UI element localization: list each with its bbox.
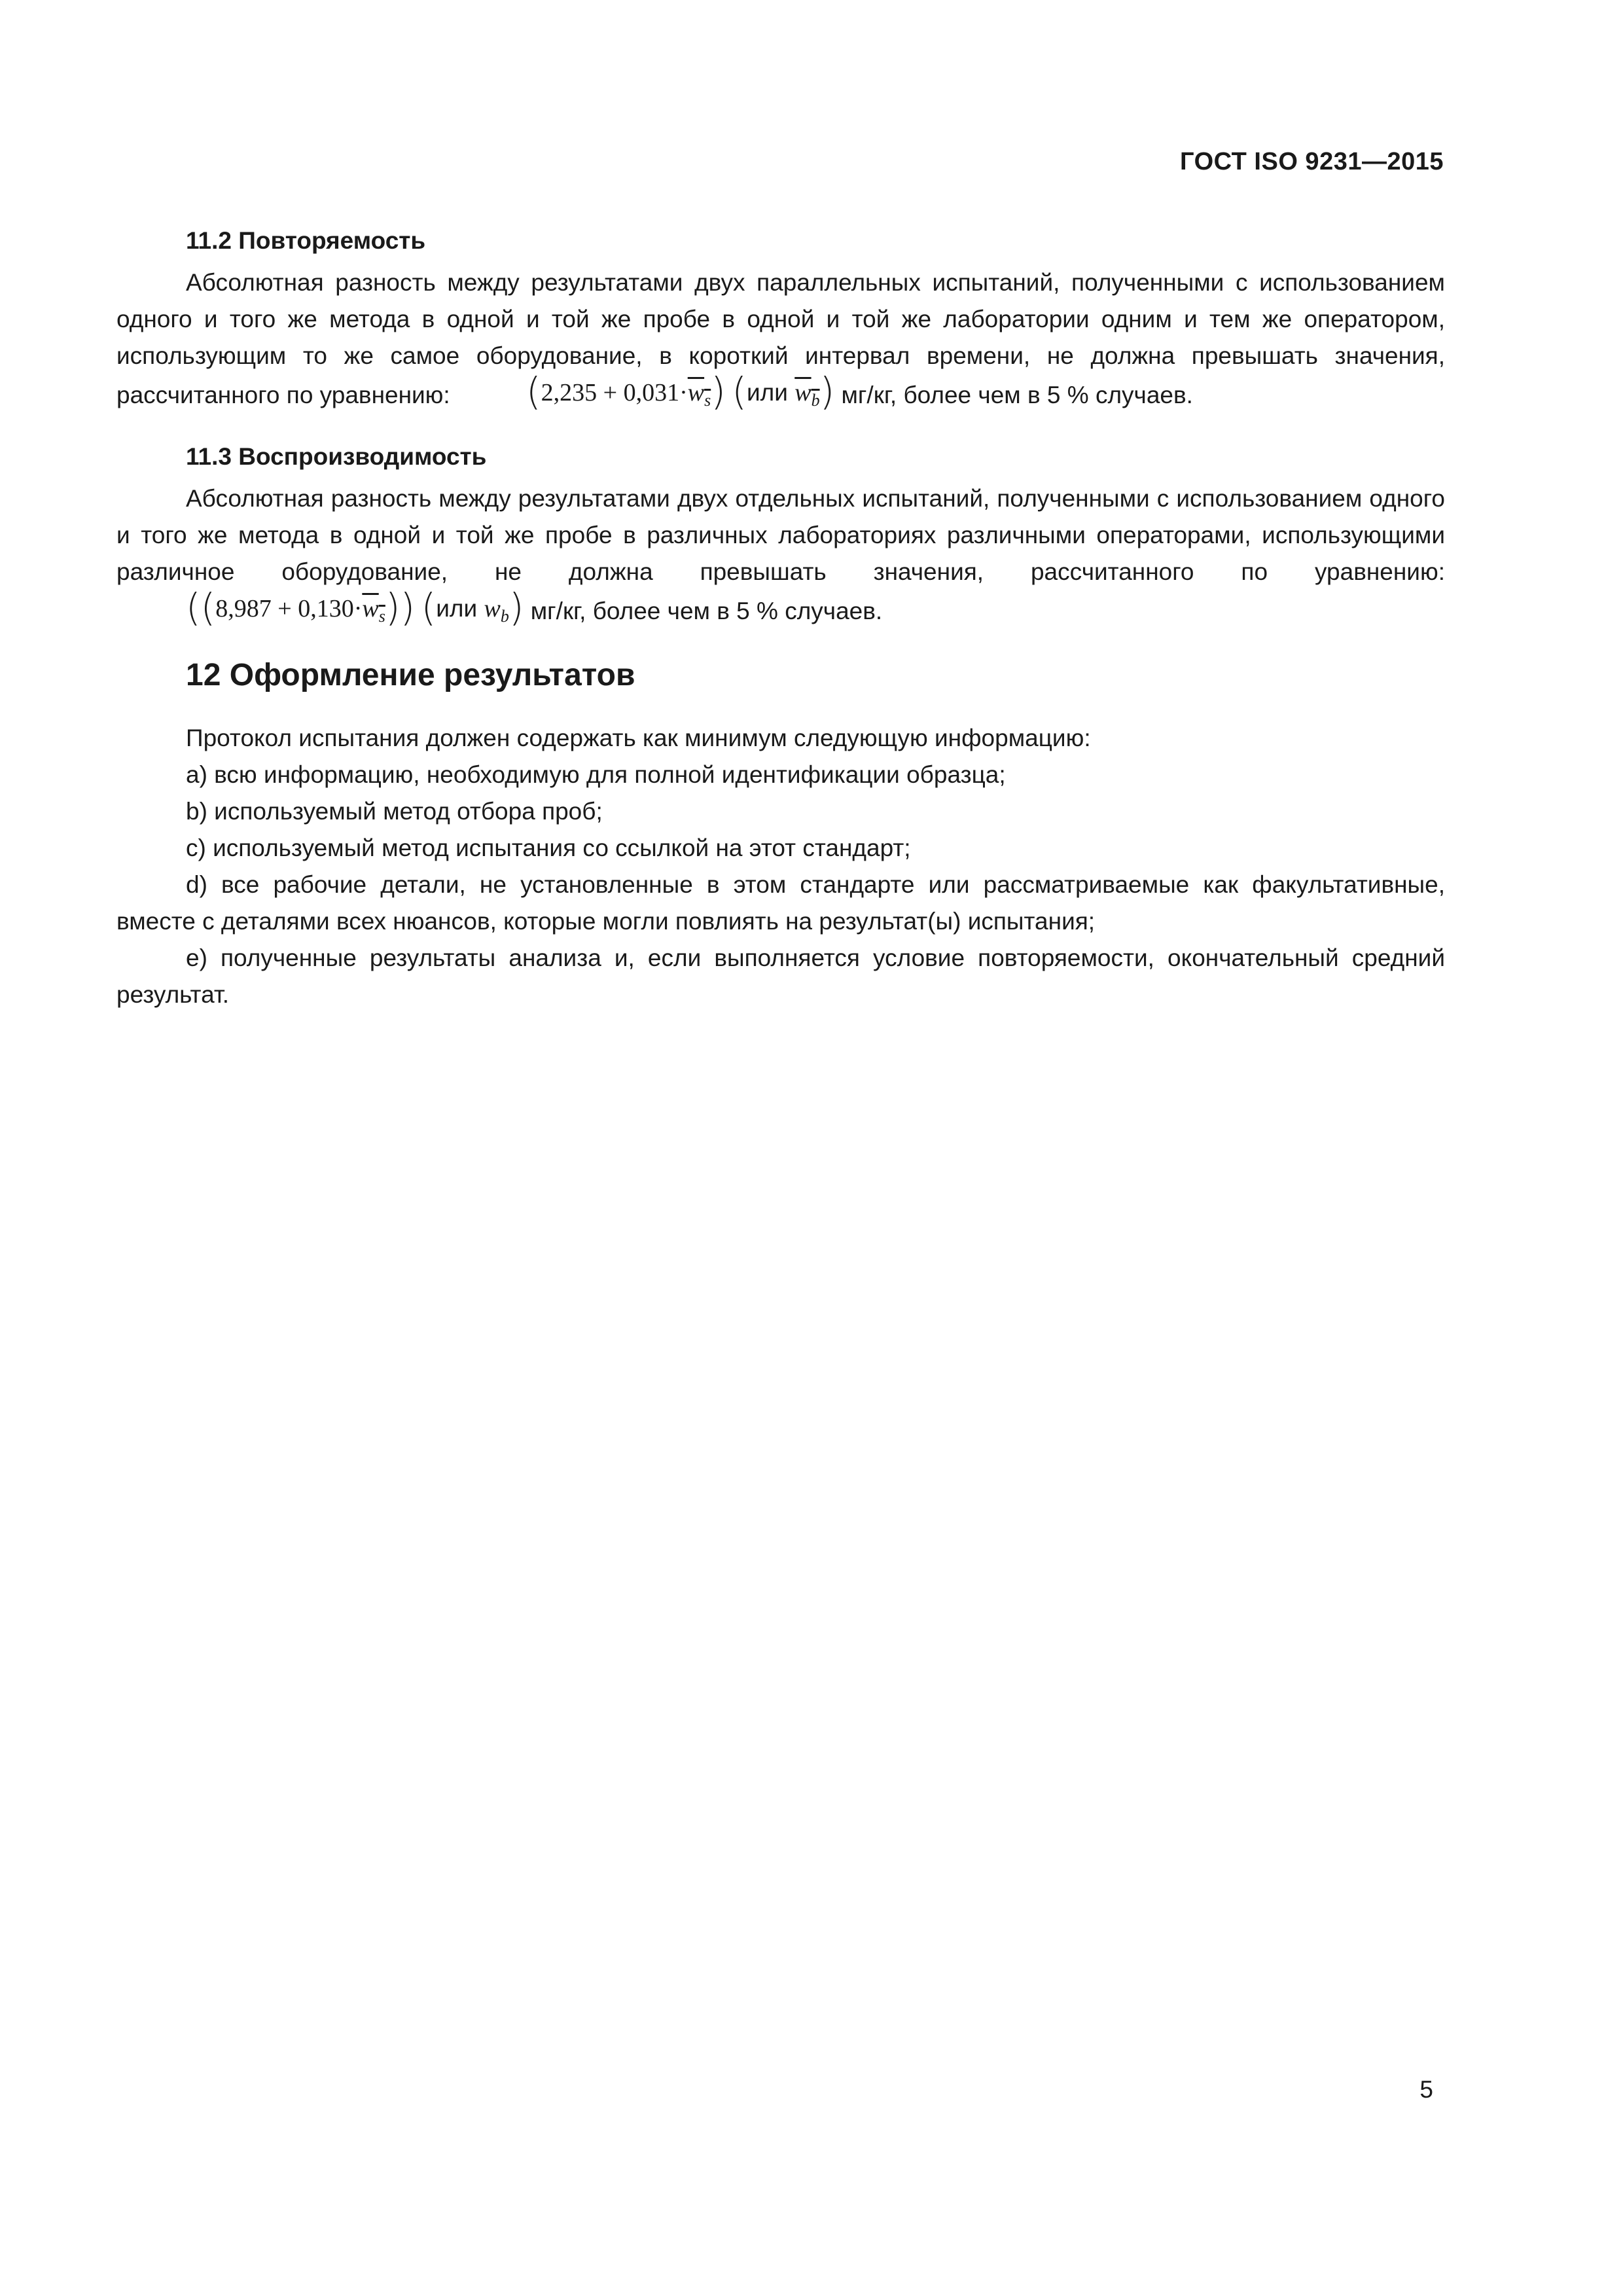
paragraph-text-end: мг/кг, более чем в 5 % случаев.	[524, 597, 883, 624]
page-content	[116, 223, 1445, 1013]
results-intro: Протокол испытания должен содержать как минимум следующую информацию:	[186, 725, 1091, 751]
paragraph-repeatability	[116, 264, 1445, 419]
formula-repeatability: $(2,235 + 0,031\cdot w_s)$ (или $w_b$)	[526, 369, 835, 414]
page-number: 5	[1419, 2076, 1433, 2103]
subsection-heading-11-2: 11.2 Повторяемость	[186, 227, 426, 254]
formula-ws-sub: s	[378, 607, 385, 626]
formula-wb-sub: b	[500, 607, 509, 626]
formula-ws-var: w	[362, 595, 379, 622]
list-item-c: с) используемый метод испытания со ссылкой на этот стандарт;	[186, 834, 911, 861]
formula-ili: или	[436, 595, 484, 622]
subsection-heading-11-3: 11.3 Воспроизводимость	[186, 443, 487, 470]
list-item-d: d) все рабочие детали, не установленные в этом стандарте или рассматриваемые как факультативные, вместе с деталями всех нюансов, которые могли повлиять на результат(ы) испытания;	[116, 871, 1445, 935]
formula-ili: или	[747, 379, 795, 406]
list-item-e: е) полученные результаты анализа и, если выполняется условие повторяемости, окончательный средний результат.	[116, 944, 1445, 1008]
paragraph-reproducibility	[116, 480, 1445, 635]
formula-constant: 2,235 + 0,031·	[541, 379, 688, 406]
formula-wb-var: w	[484, 595, 501, 622]
formula-wb-sub: b	[811, 391, 820, 410]
paragraph-text: Абсолютная разность между результатами двух параллельных испытаний, полученными с использованием одного и того же метода в одной и той же пробе в одной и той же лаборатории одним и тем же оператором, использующим то же самое оборудование, в короткий интервал времени, не должна превышать значения, рассчитанного по уравнению:	[116, 269, 1445, 408]
formula-wb-var: w	[794, 379, 812, 406]
formula-ws-var: w	[687, 379, 705, 406]
paragraph-text-end: мг/кг, более чем в 5 % случаев.	[834, 381, 1193, 408]
list-item-b: b) используемый метод отбора проб;	[186, 798, 603, 825]
formula-ws-sub: s	[704, 391, 711, 410]
formula-constant: 8,987 + 0,130·	[215, 595, 363, 622]
formula-ws	[362, 595, 385, 626]
document-code: ГОСТ ISO 9231—2015	[1180, 148, 1444, 175]
paragraph-text: Абсолютная разность между результатами двух отдельных испытаний, полученными с использованием одного и того же метода в одной и той же пробе в различных лабораториях различными операторами, использующими различное оборудование, не должна превышать значения, рассчитанного по уравнению:	[116, 485, 1445, 585]
formula-wb	[484, 595, 509, 626]
list-item-a: а) всю информацию, необходимую для полной идентификации образца;	[186, 761, 1006, 788]
formula-wb	[794, 379, 820, 410]
formula-reproducibility: $((8,987 + 0,130\cdot w_s))$ (или $w_b$)	[186, 585, 524, 630]
section-heading-12: 12 Оформление результатов	[186, 658, 635, 692]
formula-ws	[687, 379, 711, 410]
